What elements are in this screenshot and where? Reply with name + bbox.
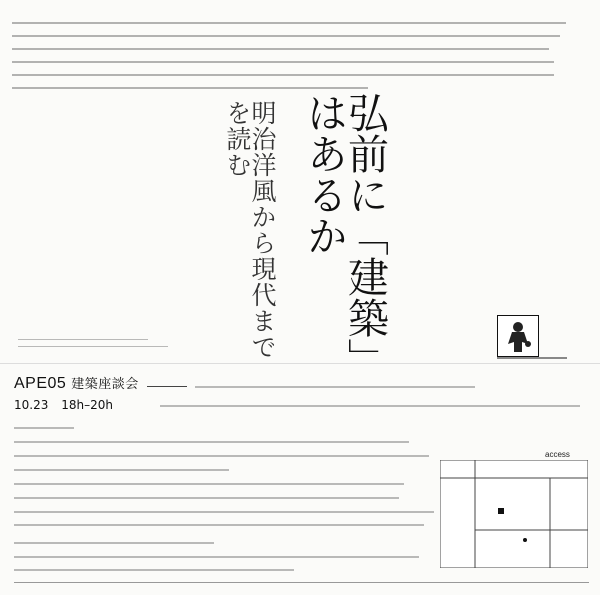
event-title: 弘前に「建築」はあるか — [300, 92, 389, 359]
bottom-rule — [14, 582, 589, 583]
event-subtitle: 明治洋風から現代までを読む — [223, 100, 277, 360]
commentator-row — [14, 441, 409, 443]
commentator-row — [14, 511, 434, 513]
commentator-row — [14, 469, 229, 471]
commentator-row — [14, 455, 429, 457]
commentator-row — [14, 483, 404, 485]
ticket-row — [14, 556, 419, 558]
venue-line — [160, 405, 580, 407]
ape-logo-icon — [498, 316, 538, 356]
event-time: 18h–20h — [61, 398, 113, 412]
logo-caption — [497, 357, 567, 359]
title-dash — [147, 386, 187, 387]
section-divider — [0, 363, 600, 364]
event-code: APE05 — [14, 375, 67, 392]
event-name — [14, 373, 139, 393]
credit-line-2 — [18, 346, 168, 347]
organizer-row — [14, 569, 294, 571]
ape-logo — [497, 315, 539, 357]
access-map-graphic — [440, 460, 588, 568]
topics-row — [14, 524, 424, 526]
fee-row — [14, 542, 214, 544]
date-line — [14, 398, 113, 412]
event-tagline — [195, 386, 475, 388]
access-map — [440, 460, 588, 568]
commentator-heading — [14, 427, 74, 429]
event-type: 建築座談会 — [71, 377, 139, 392]
intro-paragraph — [12, 22, 577, 100]
event-date: 10.23 — [14, 398, 49, 412]
credit-line-1 — [18, 339, 148, 340]
commentator-row — [14, 497, 399, 499]
map-title: access — [545, 450, 570, 459]
